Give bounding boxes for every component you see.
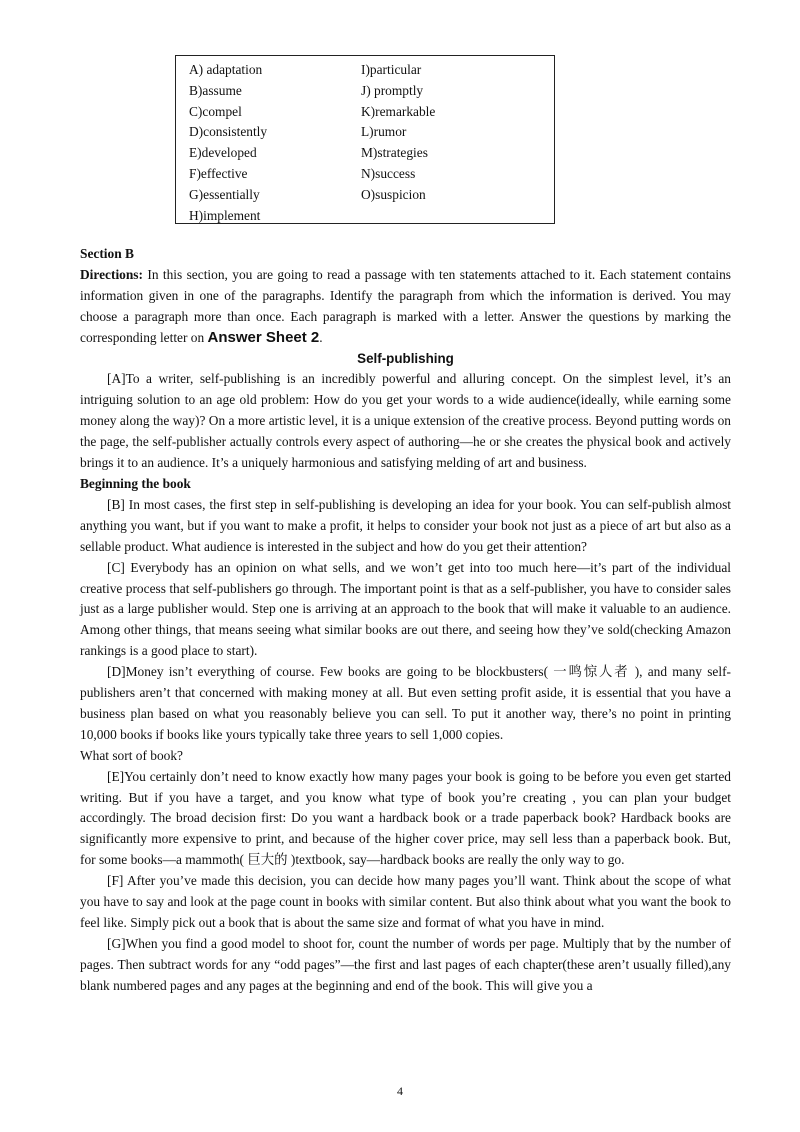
word-option: H)implement bbox=[189, 207, 261, 223]
page-content bbox=[80, 244, 731, 997]
directions bbox=[80, 265, 731, 349]
word-option: C)compel bbox=[189, 103, 242, 119]
word-bank-right-column bbox=[361, 60, 435, 206]
subheading-beginning: Beginning the book bbox=[80, 475, 191, 491]
paragraph-e: [E]You certainly don’t need to know exactly how many pages your book is going to be before you even get started writing. But if you have a target, and you know what type of book you’re creating , you can plan your budget accordingly. The broad decision first: Do you want a hardback book or a trade paperback book? Hardback books are significantly more expensive to print, and because of the higher cover price, may sell less than a paperback book. But, for some books—a mammoth( 巨大的 )textbook, say—hardback books are really the only way to go. bbox=[80, 768, 731, 868]
word-option: M)strategies bbox=[361, 145, 428, 161]
word-option: D)consistently bbox=[189, 124, 268, 140]
word-bank-left-column bbox=[189, 60, 267, 226]
word-option: K)remarkable bbox=[361, 103, 436, 119]
paragraph-g: [G]When you find a good model to shoot for, count the number of words per page. Multiply that by the number of pages. Then subtract words for any “odd pages”—the first and last pages of each chapter(these aren’t usually filled),any blank numbered pages and any pages at the beginning and end of the book. This will give you a bbox=[80, 935, 731, 993]
subheading-sort-of-book: What sort of book? bbox=[80, 747, 184, 763]
word-option: O)suspicion bbox=[361, 186, 426, 202]
paragraph-d: [D]Money isn’t everything of course. Few books are going to be blockbusters( 一鸣惊人者 ), and many self-publishers aren’t that concerned with making money at all. But even setting profit aside, it is essential that you have a business plan based on what you reasonably believe you can sell. To put it another way, there’s no point in printing 10,000 books if books like yours typically take three years to sell 1,000 copies. bbox=[80, 664, 731, 742]
word-option: N)success bbox=[361, 165, 416, 181]
word-option: B)assume bbox=[189, 82, 242, 98]
word-option: A) adaptation bbox=[189, 62, 263, 77]
word-option: E)developed bbox=[189, 145, 257, 161]
word-option: I)particular bbox=[361, 62, 422, 77]
directions-text: In this section, you are going to read a passage with ten statements attached to it. Each statement contains information given in one of the paragraphs. Identify the paragraph from which the information is derived. You may choose a paragraph more than once. Each paragraph is marked with a letter. Answer the questions by marking the corresponding letter on bbox=[80, 266, 731, 345]
word-bank-box bbox=[175, 55, 555, 224]
paragraph-c: [C] Everybody has an opinion on what sells, and we won’t get into too much here—it’s part of the individual creative process that self-publishers go through. The important point is that as a self-publisher, you have to consider sales just as a large publisher would. Step one is arriving at an approach to the book that will make it valuable to an audience. Among other things, that means seeing what similar books are out there, and seeing how they’ve sold(checking Amazon rankings is a good place to start). bbox=[80, 559, 731, 659]
directions-period: . bbox=[319, 329, 323, 345]
paragraph-a: [A]To a writer, self-publishing is an incredibly powerful and alluring concept. On the simplest level, it’s an intriguing solution to an age old problem: How do you get your words to a wide audience(ideally, while earning some money along the way)? On a more artistic level, it is a unique extension of the creative process. Beyond putting words on the page, the self-publisher actually controls every aspect of authoring—he or she creates the physical book and actively brings it to an audience. It’s a uniquely harmonious and satisfying melding of art and business. bbox=[80, 371, 731, 471]
word-option: F)effective bbox=[189, 165, 248, 181]
paragraph-f: [F] After you’ve made this decision, you can decide how many pages you’ll want. Think about the scope of what you have to say and look at the page count in books with similar content. But also think about what you want the book to feel like. Simply pick out a book that is about the same size and format of what you have in mind. bbox=[80, 873, 731, 930]
word-option: G)essentially bbox=[189, 186, 260, 202]
paragraph-b: [B] In most cases, the first step in self-publishing is developing an idea for your book. You can self-publish almost anything you want, but if you want to make a profit, it helps to consider your book not just as a piece of art but also as a sellable product. What audience is interested in the subject and how do you get their attention? bbox=[80, 496, 731, 554]
page-number: 4 bbox=[397, 1084, 403, 1098]
passage-title: Self-publishing bbox=[357, 350, 454, 366]
answer-sheet-label: Answer Sheet 2 bbox=[207, 328, 320, 346]
word-option: L)rumor bbox=[361, 124, 407, 140]
section-heading: Section B bbox=[80, 246, 134, 261]
directions-label: Directions: bbox=[80, 266, 143, 282]
word-option: J) promptly bbox=[361, 82, 424, 98]
